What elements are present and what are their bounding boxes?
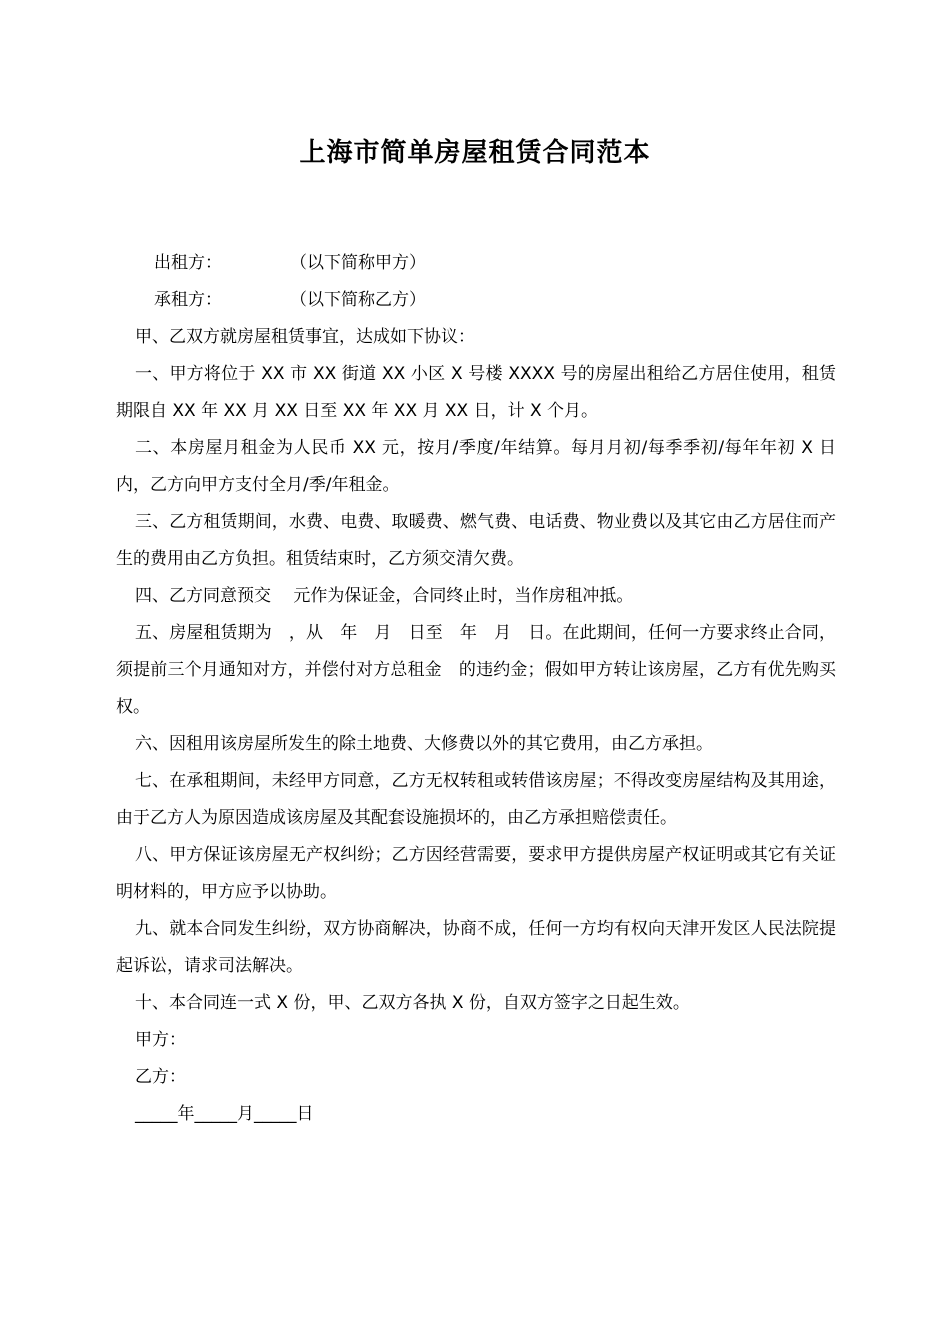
lessee-label: 承租方： [154, 290, 222, 310]
clause-7: 七、在承租期间，未经甲方同意，乙方无权转租或转借该房屋；不得改变房屋结构及其用途，由于乙方人为原因造成该房屋及其配套设施损坏的，由乙方承担赔偿责任。 [116, 771, 836, 828]
clause-3: 三、乙方租赁期间，水费、电费、取暖费、燃气费、电话费、物业费以及其它由乙方居住而产生的费用由乙方负担。租赁结束时，乙方须交清欠费。 [116, 512, 836, 569]
clause-6: 六、因租用该房屋所发生的除土地费、大修费以外的其它费用，由乙方承担。 [135, 734, 713, 754]
clause-4: 四、乙方同意预交 元作为保证金，合同终止时，当作房租冲抵。 [135, 586, 634, 606]
signature-party-a: 甲方： [135, 1030, 186, 1050]
clause-5: 五、房屋租赁期为 ，从 年 月 日至 年 月 日。在此期间，任何一方要求终止合同，须提前三个月通知对方，并偿付对方总租金 的违约金；假如甲方转让该房屋，乙方有优先购买权。 [116, 623, 836, 717]
intro-paragraph: 甲、乙双方就房屋租赁事宜，达成如下协议： [135, 327, 475, 347]
lessee-row [116, 282, 836, 319]
lessor-note: （以下简称甲方） [290, 253, 426, 273]
lessor-label: 出租方： [154, 253, 222, 273]
clause-10: 十、本合同连一式 X 份，甲、乙双方各执 X 份，自双方签字之日起生效。 [135, 993, 690, 1013]
page-title: 上海市简单房屋租赁合同范本 [299, 138, 651, 168]
clause-2: 二、本房屋月租金为人民币 XX 元，按月/季度/年结算。每月月初/每季季初/每年年初 X 日内，乙方向甲方支付全月/季/年租金。 [116, 438, 836, 495]
lessor-row [116, 245, 836, 282]
contract-body [116, 245, 836, 1133]
clause-1: 一、甲方将位于 XX 市 XX 街道 XX 小区 X 号楼 XXXX 号的房屋出租给乙方居住使用，租赁期限自 XX 年 XX 月 XX 日至 XX 年 XX 月 XX 日，计 X 个月。 [116, 364, 836, 421]
clause-8: 八、甲方保证该房屋无产权纠纷；乙方因经营需要，要求甲方提供房屋产权证明或其它有关证明材料的，甲方应予以协助。 [116, 845, 836, 902]
signature-date: _____年_____月_____日 [135, 1104, 314, 1124]
lessee-note: （以下简称乙方） [290, 290, 426, 310]
clause-9: 九、就本合同发生纠纷，双方协商解决，协商不成，任何一方均有权向天津开发区人民法院提起诉讼，请求司法解决。 [116, 919, 836, 976]
signature-party-b: 乙方： [135, 1067, 186, 1087]
